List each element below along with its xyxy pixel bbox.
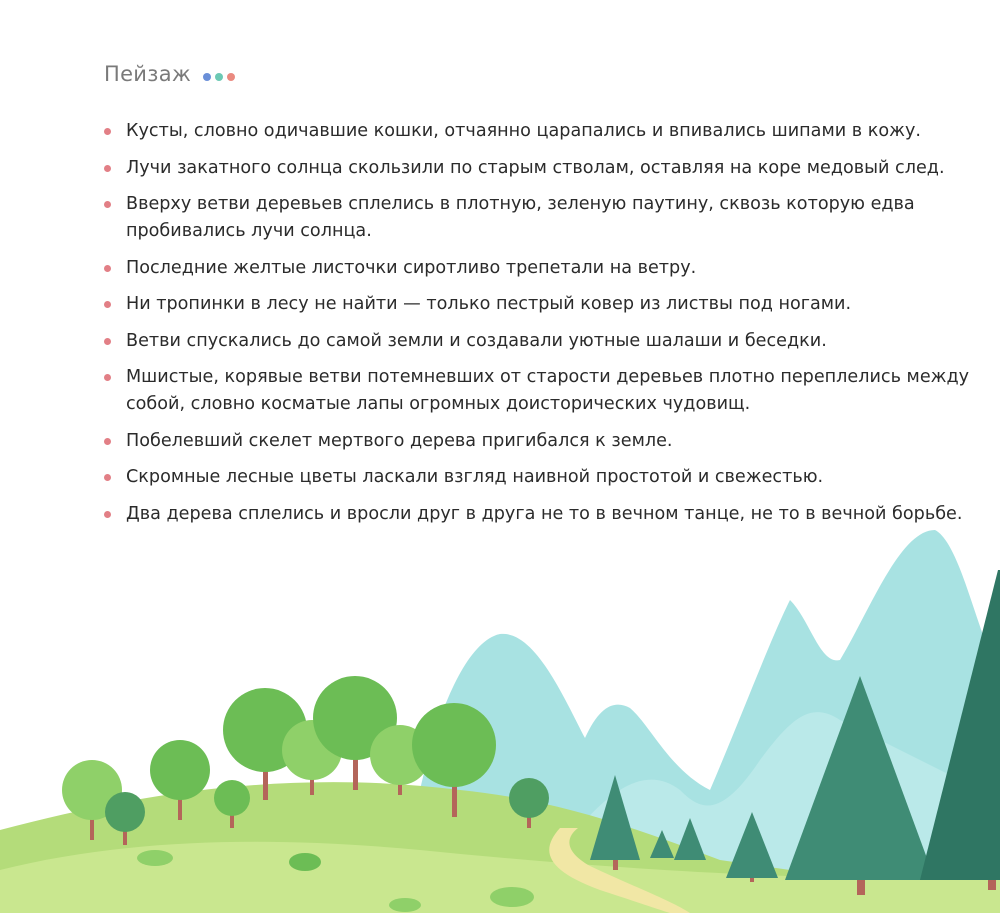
bullet [104, 265, 111, 272]
list-item-text: Ни тропинки в лесу не найти — только пестрый ковер из листвы под ногами. [126, 294, 852, 314]
bullet [104, 301, 111, 308]
list-item-text: Кусты, словно одичавшие кошки, отчаянно царапались и впивались шипами в кожу. [126, 121, 921, 141]
list-item-text: Мшистые, корявые ветви потемневших от старости деревьев плотно переплелись между собой, словно косматые лапы огромных доисторических чудовищ. [126, 367, 970, 414]
dot-green [215, 73, 223, 81]
list-item [104, 364, 984, 418]
list-item-text: Скромные лесные цветы ласкали взгляд наивной простотой и свежестью. [126, 467, 824, 487]
bullet [104, 201, 111, 208]
bullet [104, 511, 111, 518]
bullet [104, 165, 111, 172]
dot-blue [203, 73, 211, 81]
list-item [104, 328, 984, 355]
list-item [104, 428, 984, 455]
list-item [104, 255, 984, 282]
list-item [104, 291, 984, 318]
bullet [104, 128, 111, 135]
heading-title: Пейзаж [104, 62, 192, 86]
heading-dots [203, 73, 235, 81]
list-item [104, 501, 984, 528]
list-item-text: Лучи закатного солнца скользили по старым стволам, оставляя на коре медовый след. [126, 157, 945, 178]
bullet [104, 338, 111, 345]
list-item [104, 118, 984, 145]
page-heading [104, 62, 235, 86]
list-item [104, 155, 984, 182]
bullet [104, 438, 111, 445]
list-item-text: Последние желтые листочки сиротливо трепетали на ветру. [126, 257, 697, 278]
phrase-list [104, 118, 984, 537]
list-item [104, 191, 984, 245]
list-item-text: Побелевший скелет мертвого дерева пригибался к земле. [126, 430, 673, 451]
bullet [104, 474, 111, 481]
dot-red [227, 73, 235, 81]
bullet [104, 374, 111, 381]
list-item-text: Ветви спускались до самой земли и создавали уютные шалаши и беседки. [126, 330, 827, 351]
list-item [104, 464, 984, 491]
list-item-text: Вверху ветви деревьев сплелись в плотную, зеленую паутину, сквозь которую едва пробивались лучи солнца. [126, 194, 915, 241]
list-item-text: Два дерева сплелись и вросли друг в друга не то в вечном танце, не то в вечной борьбе. [126, 503, 963, 524]
